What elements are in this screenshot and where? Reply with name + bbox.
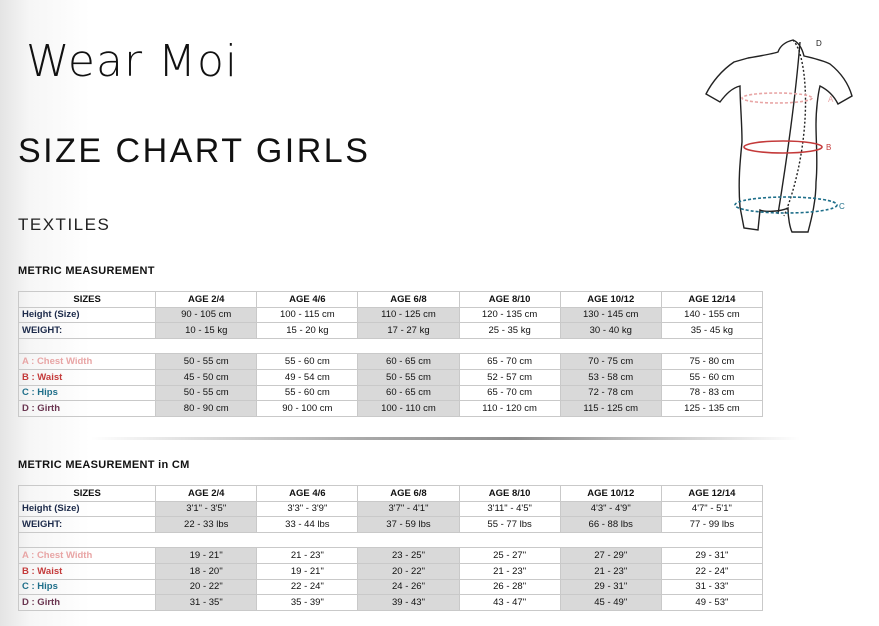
table-cell: 31 - 33" [661, 579, 762, 595]
table-cell: 43 - 47" [459, 595, 560, 611]
table-spacer-row [19, 338, 763, 354]
table-cell: 100 - 115 cm [257, 307, 358, 323]
table-row [19, 369, 763, 385]
table-cell: 55 - 77 lbs [459, 517, 560, 533]
table-cell: 55 - 60 cm [257, 385, 358, 401]
table-cell: 52 - 57 cm [459, 369, 560, 385]
table-cell: 22 - 33 lbs [156, 517, 257, 533]
table-cell: 39 - 43" [358, 595, 459, 611]
table-cell: 30 - 40 kg [560, 323, 661, 339]
header-age: AGE 8/10 [459, 486, 560, 502]
table-cell: 31 - 35" [156, 595, 257, 611]
spacer-cell [19, 532, 763, 548]
row-label-girth: D : Girth [19, 595, 156, 611]
table-cell: 60 - 65 cm [358, 385, 459, 401]
body-measurement-figure [700, 32, 860, 262]
row-label-height: Height (Size) [19, 307, 156, 323]
table-row [19, 401, 763, 417]
table-cell: 50 - 55 cm [156, 354, 257, 370]
table-cell: 120 - 135 cm [459, 307, 560, 323]
header-age: AGE 4/6 [257, 292, 358, 308]
row-label-chest: A : Chest Width [19, 548, 156, 564]
table-cell: 24 - 26" [358, 579, 459, 595]
chest-band [742, 93, 812, 103]
table-cell: 37 - 59 lbs [358, 517, 459, 533]
table-spacer-row [19, 532, 763, 548]
table-cell: 130 - 145 cm [560, 307, 661, 323]
row-label-weight: WEIGHT: [19, 323, 156, 339]
table-cell: 29 - 31" [661, 548, 762, 564]
table-cell: 100 - 110 cm [358, 401, 459, 417]
table-row [19, 354, 763, 370]
table-cell: 21 - 23" [560, 563, 661, 579]
table-row [19, 517, 763, 533]
table-cell: 110 - 125 cm [358, 307, 459, 323]
imperial-heading: METRIC MEASUREMENT in CM [18, 459, 190, 471]
figure-label-a: A [828, 95, 834, 104]
table-cell: 20 - 22" [358, 563, 459, 579]
table-cell: 110 - 120 cm [459, 401, 560, 417]
header-age: AGE 2/4 [156, 292, 257, 308]
table-cell: 21 - 23" [459, 563, 560, 579]
table-row [19, 563, 763, 579]
table-cell: 3'3" - 3'9" [257, 501, 358, 517]
row-label-waist: B : Waist [19, 369, 156, 385]
table-cell: 29 - 31" [560, 579, 661, 595]
table-cell: 3'11" - 4'5" [459, 501, 560, 517]
table-header-row [19, 292, 763, 308]
table-cell: 125 - 135 cm [661, 401, 762, 417]
table-row [19, 307, 763, 323]
header-age: AGE 10/12 [560, 486, 661, 502]
table-cell: 3'7" - 4'1" [358, 501, 459, 517]
table-cell: 26 - 28" [459, 579, 560, 595]
table-cell: 18 - 20'' [156, 563, 257, 579]
header-age: AGE 8/10 [459, 292, 560, 308]
table-cell: 4'7" - 5'1" [661, 501, 762, 517]
table-cell: 49 - 53" [661, 595, 762, 611]
row-label-waist: B : Waist [19, 563, 156, 579]
table-cell: 77 - 99 lbs [661, 517, 762, 533]
table-row [19, 595, 763, 611]
brand-logo: Wear Moi [26, 36, 239, 87]
table-cell: 55 - 60 cm [257, 354, 358, 370]
table-cell: 25 - 35 kg [459, 323, 560, 339]
table-cell: 66 - 88 lbs [560, 517, 661, 533]
row-label-hips: C : Hips [19, 385, 156, 401]
metric-size-table [18, 291, 763, 417]
row-label-girth: D : Girth [19, 401, 156, 417]
table-cell: 80 - 90 cm [156, 401, 257, 417]
header-age: AGE 4/6 [257, 486, 358, 502]
table-cell: 25 - 27" [459, 548, 560, 564]
figure-label-d: D [816, 39, 822, 48]
row-label-height: Height (Size) [19, 501, 156, 517]
table-cell: 19 - 21" [257, 563, 358, 579]
table-row [19, 548, 763, 564]
table-cell: 22 - 24" [661, 563, 762, 579]
table-cell: 35 - 39" [257, 595, 358, 611]
hips-band [735, 197, 837, 213]
header-age: AGE 2/4 [156, 486, 257, 502]
table-cell: 15 - 20 kg [257, 323, 358, 339]
section-divider [90, 437, 800, 440]
spacer-cell [19, 338, 763, 354]
table-cell: 49 - 54 cm [257, 369, 358, 385]
table-cell: 22 - 24" [257, 579, 358, 595]
table-cell: 65 - 70 cm [459, 385, 560, 401]
header-age: AGE 12/14 [661, 292, 762, 308]
row-label-hips: C : Hips [19, 579, 156, 595]
table-cell: 33 - 44 lbs [257, 517, 358, 533]
row-label-chest: A : Chest Width [19, 354, 156, 370]
table-cell: 60 - 65 cm [358, 354, 459, 370]
table-cell: 50 - 55 cm [358, 369, 459, 385]
table-row [19, 501, 763, 517]
row-label-weight: WEIGHT: [19, 517, 156, 533]
page-subtitle: TEXTILES [18, 215, 111, 234]
table-cell: 140 - 155 cm [661, 307, 762, 323]
waist-band [744, 141, 822, 153]
figure-label-b: B [826, 143, 832, 152]
table-cell: 19 - 21'' [156, 548, 257, 564]
table-cell: 70 - 75 cm [560, 354, 661, 370]
table-cell: 17 - 27 kg [358, 323, 459, 339]
table-cell: 55 - 60 cm [661, 369, 762, 385]
table-cell: 20 - 22" [156, 579, 257, 595]
table-cell: 27 - 29" [560, 548, 661, 564]
table-cell: 3'1" - 3'5" [156, 501, 257, 517]
table-cell: 65 - 70 cm [459, 354, 560, 370]
header-age: AGE 10/12 [560, 292, 661, 308]
table-cell: 50 - 55 cm [156, 385, 257, 401]
imperial-size-table [18, 485, 763, 611]
table-header-row [19, 486, 763, 502]
header-sizes: SIZES [19, 486, 156, 502]
table-cell: 35 - 45 kg [661, 323, 762, 339]
table-cell: 45 - 50 cm [156, 369, 257, 385]
header-sizes: SIZES [19, 292, 156, 308]
table-cell: 21 - 23" [257, 548, 358, 564]
table-cell: 10 - 15 kg [156, 323, 257, 339]
table-cell: 45 - 49" [560, 595, 661, 611]
metric-heading: METRIC MEASUREMENT [18, 265, 155, 277]
table-row [19, 385, 763, 401]
table-cell: 115 - 125 cm [560, 401, 661, 417]
header-age: AGE 12/14 [661, 486, 762, 502]
page-title: SIZE CHART GIRLS [18, 132, 371, 170]
table-cell: 72 - 78 cm [560, 385, 661, 401]
table-cell: 90 - 100 cm [257, 401, 358, 417]
figure-label-c: C [839, 202, 845, 211]
table-cell: 90 - 105 cm [156, 307, 257, 323]
table-row [19, 579, 763, 595]
header-age: AGE 6/8 [358, 292, 459, 308]
table-cell: 75 - 80 cm [661, 354, 762, 370]
header-age: AGE 6/8 [358, 486, 459, 502]
table-cell: 4'3" - 4'9" [560, 501, 661, 517]
table-row [19, 323, 763, 339]
table-cell: 23 - 25" [358, 548, 459, 564]
table-cell: 78 - 83 cm [661, 385, 762, 401]
table-cell: 53 - 58 cm [560, 369, 661, 385]
